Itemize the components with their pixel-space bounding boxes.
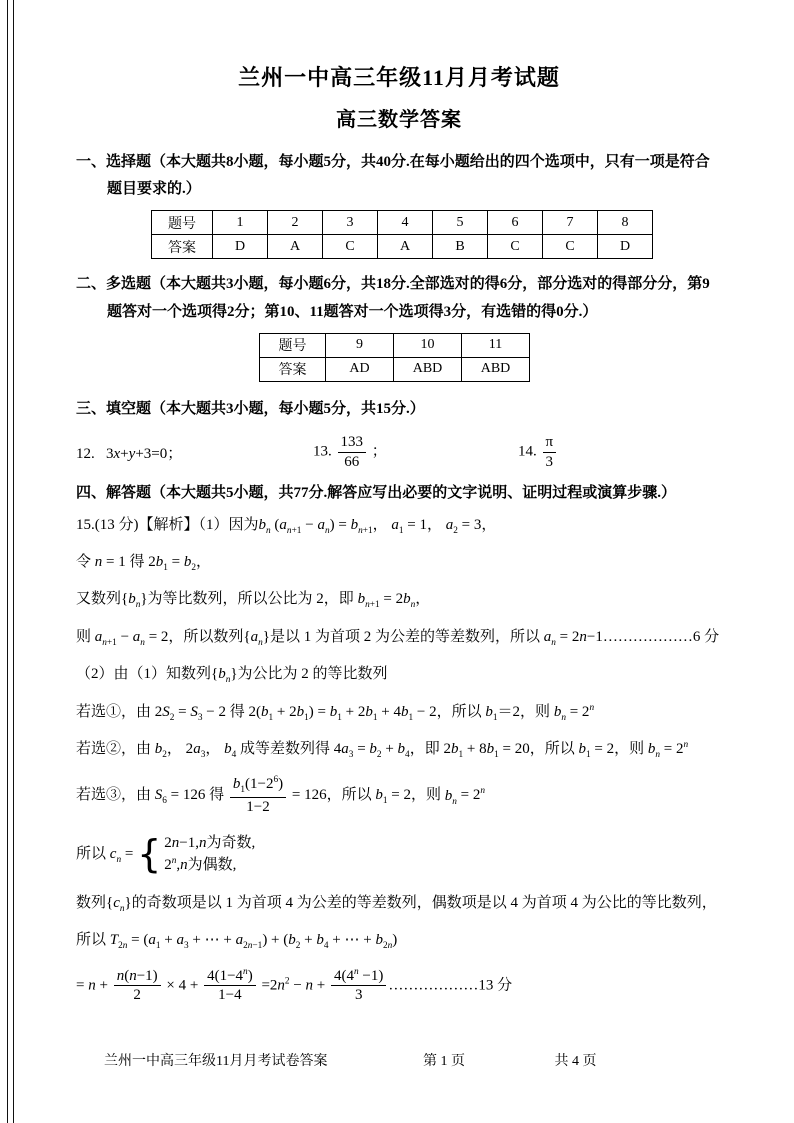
table-cell: A [268,235,323,259]
table-cell: C [488,235,543,259]
table-cell: A [378,235,433,259]
solution-line: 又数列$\{b_n\}$为等比数列，所以公比为 2，即 $b_{n+1} = 2b_n$， [76,591,431,611]
table-cell: 8 [598,211,653,235]
table-cell: 9 [326,333,394,357]
table-cell: C [323,235,378,259]
solution-line: 若选②，由 $b_2$， $2a_3$， $b_4$ 成等差数列得 $4a_3 = b_2 + b_4$，即 $2b_1 + 8b_1 = 20$，所以 $b_1 = 2$，则 $b_n = 2^n$ [76,740,689,761]
table-cell: 1 [213,211,268,235]
solution-line: = n + $\frac{n(n-1)}{2}$ × 4 + $\frac{4(1-4^n)}{1-4}$ $=2n^2 - n$ + $\frac{4(4^n -1)}{3}$ ………………13 分 [76,966,513,1004]
footer-page-number: 第 1 页 [422,1054,465,1069]
section1-heading: 一、选择题（本大题共8小题，每小题5分，共40分.在每小题给出的四个选项中，只有一项是符合题目要求的.） [76,153,710,198]
table-cell: AD [326,357,394,381]
table-cell: 答案 [152,235,213,259]
document-subtitle: 高三数学答案 [336,108,462,131]
solution-line-piecewise: 所以 $c_n$ = { 2n−1,n为奇数, 2$^n$,n为偶数, [76,832,256,877]
table-cell: 6 [488,211,543,235]
table-row-answers [152,235,653,259]
table-cell: 2 [268,211,323,235]
table-cell: B [433,235,488,259]
solution-line: （2）由（1）知数列$\{b_n\}$为公比为 2 的等比数列 [76,666,388,686]
section4-heading: 四、解答题（本大题共5小题，共77分.解答应写出必要的文字说明、证明过程或演算步骤.） [76,484,677,501]
table-cell: 4 [378,211,433,235]
left-binding-lines [7,0,14,1123]
table-cell: 10 [394,333,462,357]
fill-in-answers-row [76,433,722,472]
table-cell: 3 [323,211,378,235]
table-cell: 5 [433,211,488,235]
solution-line: 所以 $T_{2n} = (a_1 + a_3$ + ⋯ + $a_{2n-1}) + (b_2 + b_4$ + ⋯ + $b_{2n}$) [76,932,398,952]
table-cell: D [213,235,268,259]
table-cell: ABD [394,357,462,381]
table-cell: 题号 [152,211,213,235]
table-cell: C [543,235,598,259]
answer-item-13: 13. $\frac{133}{66}$ ； [313,434,387,471]
multi-choice-answer-table [259,333,530,382]
solution-line: 数列$\{c_n\}$的奇数项是以 1 为首项 4 为公差的等差数列，偶数项是以 4 为首项 4 为公比的等比数列， [76,894,717,914]
table-cell: 7 [543,211,598,235]
document-title: 兰州一中高三年级11月月考试题 [238,65,560,90]
table-cell: 答案 [260,357,326,381]
solution-line: 若选③，由 $S_6 = 126$ 得 $\frac{b_1(1-2^6)}{1-2}$ = 126，所以 $b_1 = 2$，则 $b_n = 2^n$ [76,775,486,816]
solution-line: 则 $a_{n+1} - a_n = 2$，所以数列$\{a_n\}$是以 1 为首项 2 为公差的等差数列，所以 $a_n$ = 2n−1………………6 分 [76,628,720,648]
solution-line: 若选①，由 $2S_2 = S_3 - 2$ 得 $2(b_1 + 2b_1) = b_1 + 2b_1 + 4b_1 - 2$，所以 $b_1=2$，则 $b_n = 2^n$ [76,702,595,723]
table-cell: ABD [462,357,530,381]
single-choice-answer-table [151,210,653,259]
answer-item-12: 12. 3x+y+3=0； [76,446,183,463]
solution-line: 15.(13 分)【解析】（1）因为$b_n$ $(a_{n+1} - a_n) = b_{n+1}$， $a_1 = 1$， $a_2 = 3$， [76,516,497,536]
table-row-answers [260,357,530,381]
table-row-question-numbers [260,333,530,357]
table-cell: 11 [462,333,530,357]
footer-page-total: 共 4 页 [554,1054,597,1069]
page-footer [76,1050,722,1070]
section2-heading: 二、多选题（本大题共3小题，每小题6分，共18分.全部选对的得6分，部分选对的得部分分，第9题答对一个选项得2分；第10、11题答对一个选项得3分，有选错的得0分.） [76,276,710,320]
answer-item-14: 14. $\frac{\pi}{3}$ [518,433,558,472]
table-cell: D [598,235,653,259]
section3-heading: 三、填空题（本大题共3小题，每小题5分，共15分.） [76,400,425,417]
solution-line: 令 n = 1 得 $2b_1 = b_2$， [76,554,212,573]
footer-document-title: 兰州一中高三年级11月月考试卷答案 [104,1054,328,1069]
table-cell: 题号 [260,333,326,357]
table-row-question-numbers [152,211,653,235]
